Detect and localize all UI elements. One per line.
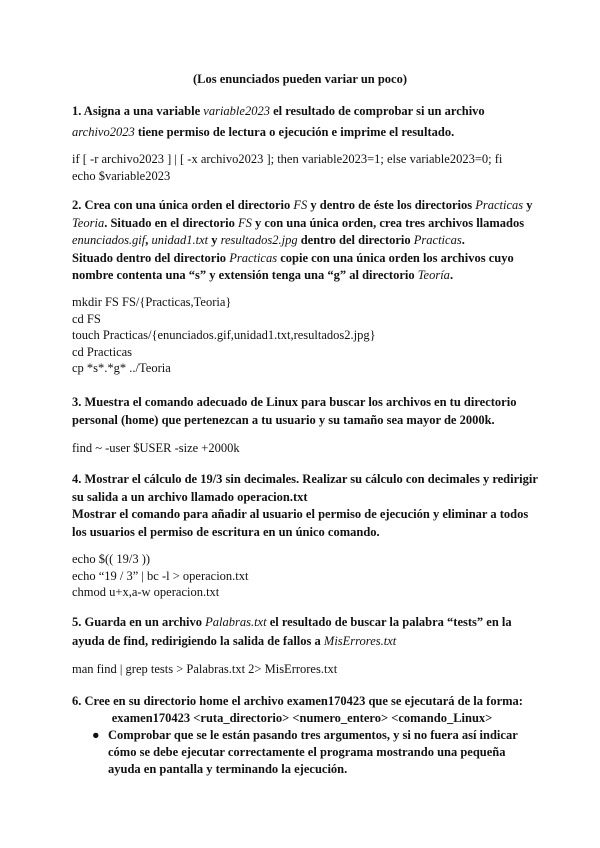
question-1: [72, 101, 532, 142]
question-4: [72, 471, 538, 541]
answer-line: find ~ -user $USER -size +2000k: [72, 441, 240, 455]
answer-line: cd Practicas: [72, 344, 133, 359]
question-6: [72, 693, 532, 778]
header-note: (Los enunciados pueden variar un poco): [192, 72, 408, 86]
question-4-text: 4. Mostrar el cálculo de 19/3 sin decimales. Realizar su cálculo con decimales y redirigir su salida a un archivo llamado operacion.txt Mostrar el comando para añadir al usuario el permiso de ejecución y eliminar a todos los usuarios el permiso de escritura en un único comando.: [72, 472, 538, 539]
question-5: [72, 613, 532, 650]
question-3: [72, 393, 532, 429]
answer-line: cp *s*.*g* ../Teoria: [72, 361, 171, 375]
answer-line: if [ -r archivo2023 ] | [ -x archivo2023 ]; then variable2023=1; else variable2023=0; fi: [72, 152, 503, 166]
question-1-text: 1. Asigna a una variable variable2023 el resultado de comprobar si un archivo archivo2023 tiene permiso de lectura o ejecución e imprime el resultado.: [72, 104, 485, 139]
answer-5: [72, 661, 532, 678]
answer-line: mkdir FS FS/{Practicas,Teoria}: [72, 295, 232, 309]
question-2-text: 2. Crea con una única orden el directorio FS y dentro de éste los directorios Practicas y Teoria. Situado en el directorio FS y con una única orden, crea tres archivos llamados enunciados.gif, unidad1.txt y resultados2.jpg dentro del directorio Practicas. Situado dentro del directorio Practicas copie con una única orden los archivos cuyo nombre contenta una “s” y extensión tenga una “g” al directorio Teoría.: [72, 198, 533, 283]
variable-name: variable2023: [203, 104, 270, 118]
bullet-icon: ●: [92, 728, 100, 742]
answer-line: echo “19 / 3” | bc -l > operacion.txt: [72, 568, 249, 583]
answer-4: [72, 551, 532, 601]
question-5-text: 5. Guarda en un archivo Palabras.txt el resultado de buscar la palabra “tests” en la ayuda de find, redirigiendo la salida de fallos a MisErrores.txt: [72, 615, 512, 648]
question-6-title: 6. Cree en su directorio home el archivo examen170423 que se ejecutará de la forma:: [72, 694, 523, 708]
file-name: archivo2023: [72, 124, 135, 139]
answer-line: touch Practicas/{enunciados.gif,unidad1.txt,resultados2.jpg}: [72, 328, 376, 342]
answer-3: [72, 440, 532, 457]
question-2: [72, 197, 532, 285]
answer-line: man find | grep tests > Palabras.txt 2> MisErrores.txt: [72, 662, 338, 676]
answer-line: echo $variable2023: [72, 168, 171, 183]
answer-line: cd FS: [72, 311, 101, 326]
bullet-item: ● Comprobar que se le están pasando tres argumentos, y si no fuera así indicar cómo se debe ejecutar correctamente el programa mostrando una pequeña ayuda en pantalla y terminando la ejecución.: [92, 728, 518, 776]
answer-1: [72, 151, 532, 184]
answer-2: [72, 294, 532, 377]
answer-line: echo $(( 19/3 )): [72, 552, 151, 566]
answer-line: chmod u+x,a-w operacion.txt: [72, 585, 220, 599]
question-3-text: 3. Muestra el comando adecuado de Linux para buscar los archivos en tu directorio personal (home) que pertenezcan a tu usuario y su tamaño sea mayor de 2000k.: [72, 395, 517, 427]
command-syntax: examen170423 <ruta_directorio> <numero_entero> <comando_Linux>: [111, 711, 493, 725]
